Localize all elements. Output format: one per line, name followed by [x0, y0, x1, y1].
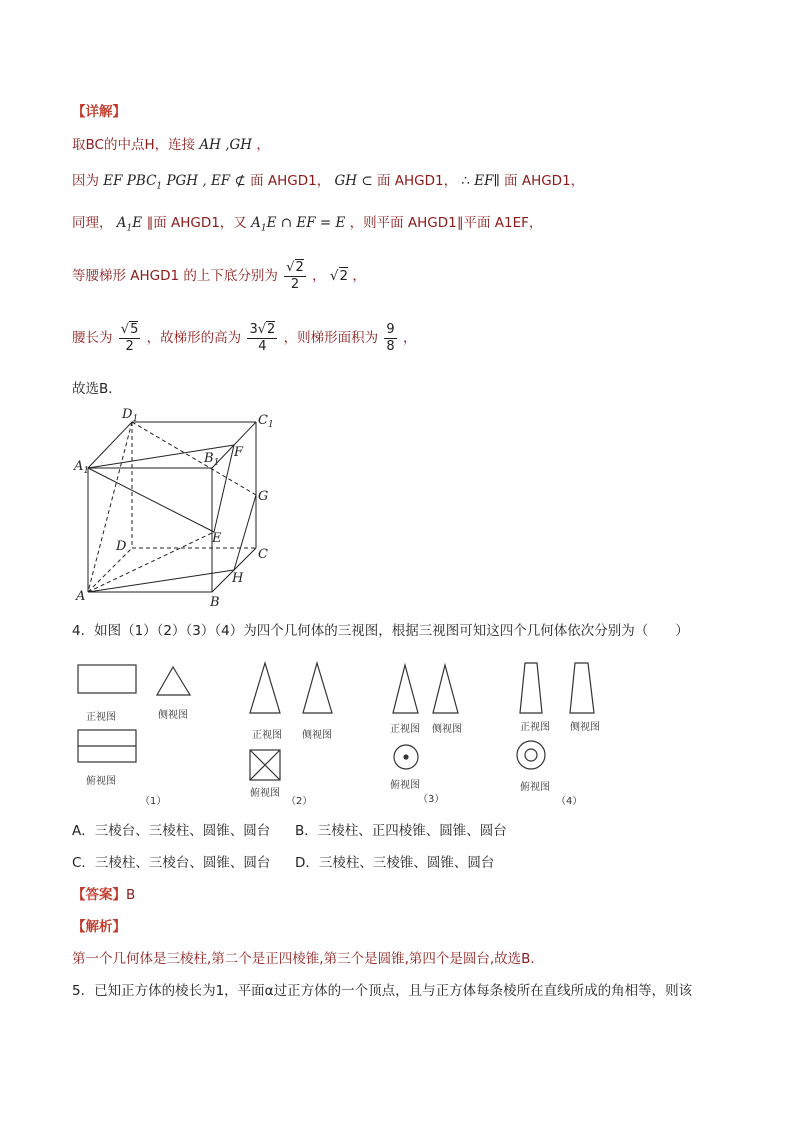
option-a[interactable]: A．三棱台、三棱柱、圆锥、圆台: [72, 823, 271, 839]
edge-a1-d1: [88, 422, 132, 468]
fig4-number: （4）: [556, 796, 583, 807]
fig4-top-inner-circle: [525, 749, 537, 761]
line1-text: 取BC的中点H，连接: [72, 137, 196, 153]
line5-f2-root: 2: [267, 321, 276, 337]
fig2-front-triangle: [250, 663, 280, 713]
fraction-9-over-8: [384, 322, 396, 355]
fraction-3root2-over-4: $\frac{3√2}{4}$: [249, 321, 276, 354]
line5-f1-den: 2: [125, 338, 134, 354]
line2-math3: GH ⊂: [334, 173, 373, 189]
option-c[interactable]: C．三棱柱、三棱台、圆锥、圆台: [72, 855, 271, 871]
line3-m2: A: [251, 215, 261, 231]
fig3-front-triangle: [393, 665, 418, 713]
label-b: B: [210, 595, 220, 610]
line3-t2: ，则平面 AHGD1∥平面 A1EF，: [349, 215, 543, 231]
line2-prefix: 因为: [72, 173, 99, 189]
answer-value: B: [126, 887, 136, 903]
fig4-side-label: 侧视图: [570, 722, 600, 733]
fig4-top-label: 俯视图: [520, 782, 550, 793]
line5-f2-den: 4: [258, 338, 267, 354]
label-d1: $D_1$: [122, 407, 139, 424]
fig4-front-trapezoid: [520, 663, 542, 713]
edge-a-d: [88, 548, 132, 592]
line2-math1: EF PBC: [103, 173, 157, 189]
fig2-front-label: 正视图: [252, 730, 282, 741]
fig4-side-trapezoid: [570, 663, 594, 713]
line5-prefix: 腰长为: [72, 330, 113, 346]
line3-m1b: E: [132, 215, 143, 231]
analysis-text: 第一个几何体是三棱柱,第二个是正四棱锥,第三个是圆锥,第四个是圆台,故选B.: [72, 951, 535, 967]
line4-frac-den: 2: [290, 276, 300, 292]
label-c: C: [258, 547, 268, 562]
line3-m2sub: 1: [260, 223, 267, 234]
label-a1: $A_1$: [74, 459, 90, 476]
therefore-symbol: ∴: [461, 173, 470, 189]
line4-tail: ，: [352, 268, 366, 284]
fraction-root2-over-2: $\frac{√2}{2}$: [286, 259, 304, 292]
label-f: F: [234, 445, 244, 460]
label-d: D: [116, 539, 127, 554]
fig3-front-label: 正视图: [390, 724, 420, 735]
line5-f3-den: 8: [386, 338, 395, 354]
solution-line-4: 等腰梯形 AHGD1 的上下底分别为 $\frac{√2}{2}$ ， √2 ，: [72, 259, 366, 292]
line4-root: 2: [339, 268, 349, 284]
label-h: H: [232, 571, 244, 586]
fig3-top-dot: [404, 755, 408, 759]
line4-frac-num: 2: [295, 259, 304, 275]
fig3-top-label: 俯视图: [390, 780, 420, 791]
fig1-number: （1）: [140, 796, 167, 807]
solution-line-1: [72, 136, 270, 154]
solution-line-2: [72, 172, 584, 196]
fig1-side-triangle: [157, 667, 190, 695]
line5-f1-num: 5: [130, 321, 139, 337]
fig3-side-triangle: [433, 665, 458, 713]
line3-t1: ∥面 AHGD1，又: [146, 215, 247, 231]
line3-m1: A: [116, 215, 127, 231]
q5-stem: 5．已知正方体的棱长为1，平面α过正方体的一个顶点，且与正方体每条棱所在直线所成的角相等，则该: [72, 983, 693, 999]
line1-math: AH ,GH: [199, 137, 253, 153]
line4-prefix: 等腰梯形 AHGD1 的上下底分别为: [72, 268, 278, 284]
analysis-label: 【解析】: [72, 919, 126, 935]
line1-tail: ，: [256, 137, 270, 153]
fig3-side-label: 侧视图: [432, 724, 462, 735]
label-b1: $B_1$: [204, 451, 220, 468]
line5-f3-num: 9: [386, 321, 395, 337]
line2-t1: 面 AHGD1，: [250, 173, 331, 189]
fig4-top-outer-circle: [517, 741, 545, 769]
label-g: G: [258, 489, 269, 504]
label-c1: $C_1$: [258, 413, 274, 430]
fig2-top-label: 俯视图: [250, 788, 280, 799]
line5-mid1: ，故梯形的高为: [146, 330, 242, 346]
fig1-side-label: 侧视图: [158, 710, 188, 721]
answer-label: 【答案】: [72, 887, 126, 903]
option-d[interactable]: D．三棱柱、三棱锥、圆锥、圆台: [295, 855, 495, 871]
solution-line-6: 故选B．: [72, 381, 122, 397]
label-e: E: [212, 531, 222, 546]
line3-m2b: E ∩ EF = E: [266, 215, 346, 231]
solution-line-5: [72, 318, 417, 360]
line5-f2-coef: 3: [249, 321, 258, 337]
label-a: A: [76, 589, 86, 604]
line2-math2: PGH , EF ⊄: [166, 173, 246, 189]
line-d1-a: [88, 422, 132, 592]
answer-line: [72, 886, 135, 904]
fig2-number: （2）: [286, 796, 313, 807]
fig4-front-label: 正视图: [520, 722, 550, 733]
line2-math4: EF∥: [474, 173, 500, 189]
q4-stem: 4．如图（1）（2）（3）（4）为四个几何体的三视图，根据三视图可知这四个几何体依次分别为（ ）: [72, 623, 689, 639]
fig1-front-rect: [78, 665, 136, 693]
line3-prefix: 同理，: [72, 215, 113, 231]
option-b[interactable]: B．三棱柱、正四棱锥、圆锥、圆台: [295, 823, 507, 839]
line4-sep: ，: [312, 268, 326, 284]
cube-diagram: [60, 400, 290, 615]
fraction-root5-over-2: $\frac{√5}{2}$: [120, 321, 139, 354]
line5-mid2: ，则梯形面积为: [283, 330, 379, 346]
fig1-front-label: 正视图: [86, 712, 116, 723]
line2-t2: 面 AHGD1，: [376, 173, 458, 189]
line5-tail: ，: [403, 330, 417, 346]
fig2-side-label: 侧视图: [302, 730, 332, 741]
line-a1-e: [88, 468, 214, 532]
fig1-top-label: 俯视图: [86, 776, 116, 787]
solution-line-3: [72, 214, 542, 238]
detail-heading: 【详解】: [72, 104, 126, 120]
line3-m1sub: 1: [126, 223, 133, 234]
line2-t3: 面 AHGD1，: [504, 173, 585, 189]
line2-sub1: 1: [156, 181, 163, 192]
fig3-number: （3）: [418, 794, 445, 805]
fig2-side-triangle: [303, 663, 332, 713]
